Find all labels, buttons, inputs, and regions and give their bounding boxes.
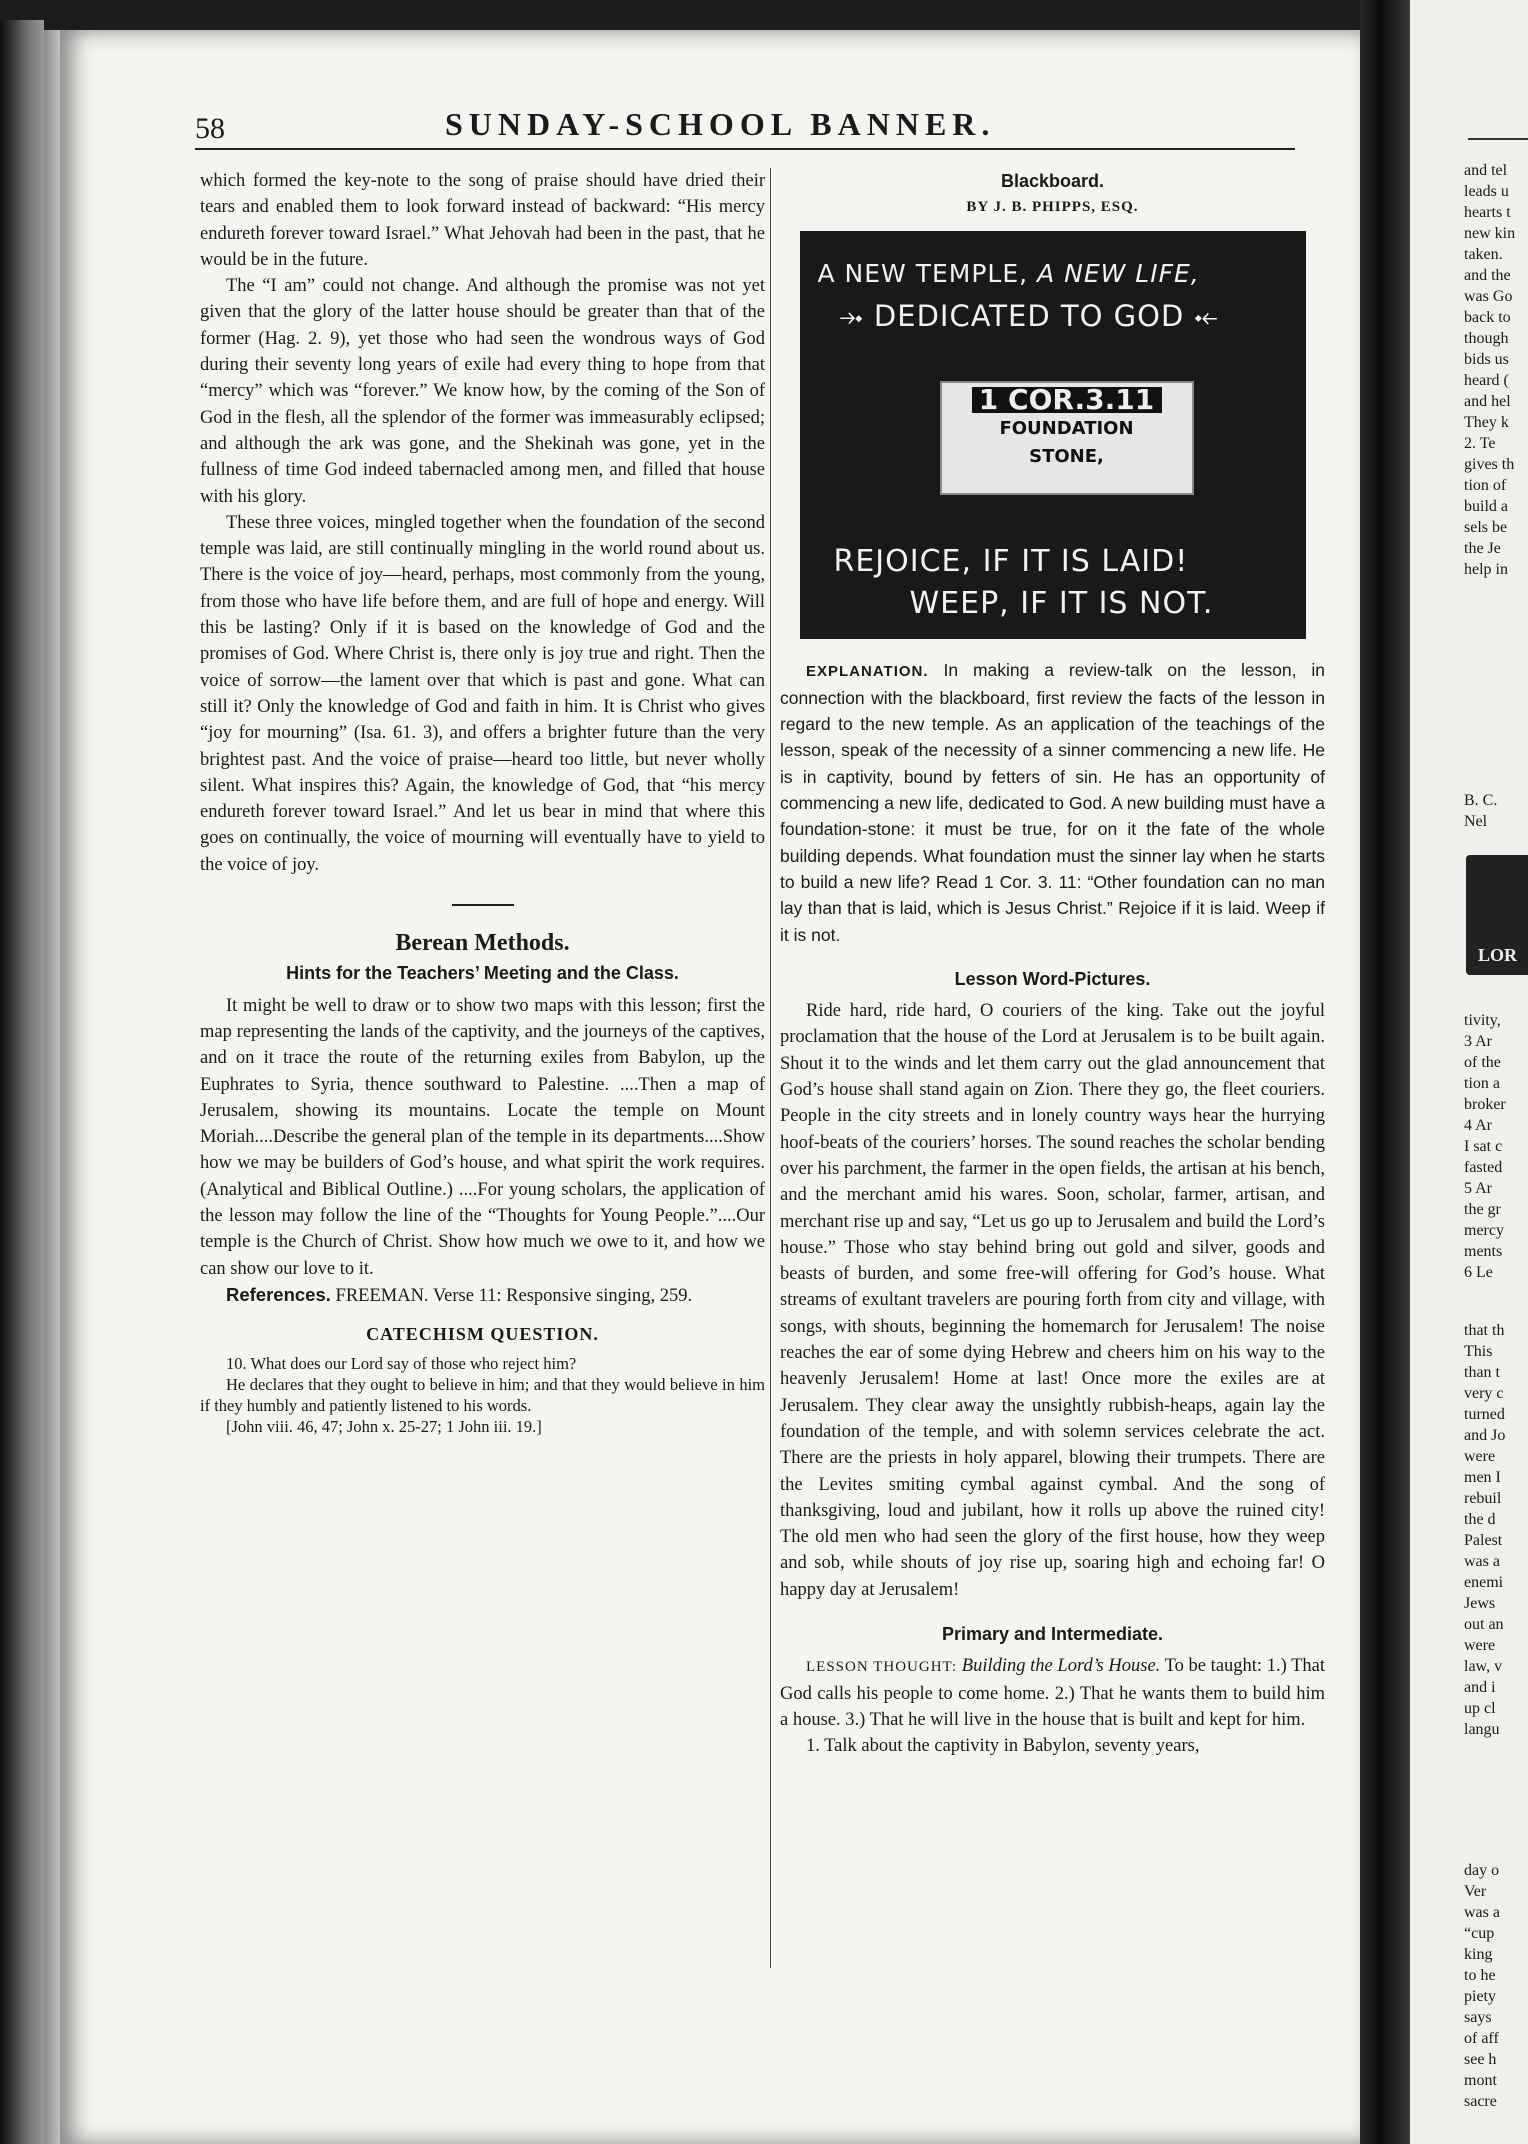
adjacent-text-fragment: very c — [1464, 1385, 1504, 1402]
blackboard-line-2-text: DEDICATED TO GOD — [873, 298, 1185, 333]
adjacent-image-label: LOR — [1478, 945, 1518, 965]
word-pictures-heading: Lesson Word-Pictures. — [954, 968, 1151, 989]
adjacent-page — [1410, 0, 1528, 2144]
blackboard-byline: BY J. B. PHIPPS, ESQ. — [966, 199, 1139, 216]
adjacent-text-fragment: and i — [1464, 1679, 1496, 1696]
adjacent-text-fragment: was Go — [1464, 288, 1513, 305]
adjacent-text-fragment: up cl — [1464, 1700, 1496, 1717]
stone-label-2: STONE, — [1029, 445, 1104, 467]
adjacent-text-fragment: They k — [1464, 414, 1509, 431]
berean-subheading: Hints for the Teachers’ Meeting and the Class. — [286, 963, 679, 984]
adjacent-header-rule — [1468, 138, 1528, 140]
explanation-label: EXPLANATION. — [806, 662, 929, 680]
paragraph: which formed the key-note to the song of praise should have dried their tears and enabled them to look forward instead of backward: “His mercy endureth forever toward Israel.” What Jehovah had been in the past, that he would be in the future. — [200, 171, 765, 270]
adjacent-text-fragment: Ver — [1464, 1883, 1487, 1900]
catechism-references: [John viii. 46, 47; John x. 25-27; 1 John iii. 19.] — [226, 1417, 542, 1437]
berean-methods-heading: Berean Methods. — [395, 930, 570, 957]
book-gutter — [1360, 0, 1410, 2144]
column-divider — [770, 168, 771, 1968]
adjacent-text-fragment: and hel — [1464, 393, 1511, 410]
adjacent-text-fragment: of aff — [1464, 2030, 1499, 2047]
adjacent-text-fragment: leads u — [1464, 183, 1509, 200]
references — [200, 1282, 765, 1309]
paragraph: The “I am” could not change. And although the promise was not yet given that the glory of the latter house should be greater than that of the former (Hag. 2. 9), yet those who had seen the wondrous ways of God during their seventy long years of exile had every thing to hope from that “mercy” which was “forever.” We know how, by the coming of the Son of God in the flesh, all the splendor of the former was immeasurably eclipsed; and although the ark was gone, and the Shekinah was gone, yet in the fullness of time God indeed tabernacled among men, and filled that house with his glory. — [200, 276, 765, 507]
adjacent-text-fragment: tivity, — [1464, 1012, 1501, 1029]
adjacent-text-fragment: the gr — [1464, 1201, 1501, 1218]
adjacent-text-fragment: This — [1464, 1343, 1493, 1360]
adjacent-text-fragment: taken. — [1464, 246, 1503, 263]
adjacent-text-fragment: was a — [1464, 1904, 1500, 1921]
adjacent-text-fragment: day o — [1464, 1862, 1500, 1879]
adjacent-text-fragment: sacre — [1464, 2093, 1497, 2110]
adjacent-text-fragment: see h — [1464, 2051, 1497, 2068]
berean-body: It might be well to draw or to show two maps with this lesson; first the map representing the lands of the captivity, and the journeys of the captives, and on it trace the route of the returning exiles from Babylon, up the Euphrates to Syria, thence southward to Palestine. ....Then a map of Jerusalem, showing its mountains. Locate the temple on Mount Moriah....Describe the general plan of the temple in its departments....Show how we may be builders of God’s house, and what spirit the work requires. (Analytical and Biblical Outline.) ....For young scholars, the application of the lesson may follow the line of the “Thoughts for Young People.”....Our temple is the Church of Christ. Show how much we owe to it, and how we can show our love to it. — [200, 995, 765, 1279]
lesson-thought-title: Building the Lord’s House. — [961, 1656, 1161, 1677]
references-text: FREEMAN. Verse 11: Responsive singing, 259. — [335, 1285, 693, 1306]
blackboard-line-1b: A NEW LIFE, — [1037, 258, 1200, 288]
left-column — [200, 168, 765, 1437]
lesson-thought-body: To be taught: 1.) That God calls his people to come home. 2.) That he wants them to build him a house. 3.) That he will live in the house that is built and kept for him. — [780, 1656, 1325, 1730]
adjacent-text-fragment: and tel — [1464, 162, 1508, 179]
paragraph: These three voices, mingled together when the foundation of the second temple was laid, are still continually mingling in the world round about us. There is the voice of joy—heard, perhaps, most commonly from the young, from those who have life before them, and are full of hope and energy. Will this be lasting? Only if it is based on the knowledge of God and the promises of God. Where Christ is, there only is joy true and right. Then the voice of sorrow—the lament over that which is past and gone. What can still it? Only the knowledge of God and faith in him. It is Christ who gives “joy for mourning” (Isa. 61. 3), and offers a brighter future than the very brightest past. And the voice of praise—heard too little, but never wholly silent. What inspires this? Again, the knowledge of God, that “his mercy endureth forever toward Israel.” And let us bear in mind that where this goes on continually, the voice of mourning will eventually have to yield to the voice of joy. — [200, 512, 765, 875]
blackboard-illustration — [800, 231, 1306, 639]
adjacent-text-fragment: I sat c — [1464, 1138, 1503, 1155]
adjacent-text-fragment: of the — [1464, 1054, 1501, 1071]
adjacent-text-fragment: tion of — [1464, 477, 1507, 494]
primary-heading: Primary and Intermediate. — [941, 1623, 1164, 1644]
catechism-answer: He declares that they ought to believe in him; and that they would believe in him if they humbly and patiently listened to his words. — [200, 1375, 765, 1416]
catechism-heading: CATECHISM QUESTION. — [366, 1324, 599, 1345]
adjacent-text-fragment: the d — [1464, 1511, 1496, 1528]
adjacent-text-fragment: out an — [1464, 1616, 1504, 1633]
adjacent-text-fragment: turned — [1464, 1406, 1505, 1423]
adjacent-text-fragment: and Jo — [1464, 1427, 1506, 1444]
adjacent-text-fragment: law, v — [1464, 1658, 1503, 1675]
book-binding — [0, 20, 44, 2144]
adjacent-text-fragment: build a — [1464, 498, 1508, 515]
blackboard-line-3: REJOICE, IF IT IS LAID! — [833, 543, 1189, 579]
adjacent-text-fragment: 4 Ar — [1464, 1117, 1492, 1134]
adjacent-text-fragment: back to — [1464, 309, 1511, 326]
adjacent-text-fragment: mont — [1464, 2072, 1497, 2089]
blackboard-line-2: ⤞ DEDICATED TO GOD ⤝ — [839, 298, 1219, 333]
blackboard-line-1 — [817, 258, 1200, 288]
adjacent-text-fragment: 3 Ar — [1464, 1033, 1492, 1050]
catechism-question: 10. What does our Lord say of those who reject him? — [226, 1354, 577, 1374]
adjacent-text-fragment: hearts t — [1464, 204, 1511, 221]
blackboard-line-4: WEEP, IF IT IS NOT. — [909, 585, 1214, 621]
adjacent-text-fragment: help in — [1464, 561, 1508, 578]
adjacent-text-fragment: mercy — [1464, 1222, 1504, 1239]
header-rule — [195, 148, 1295, 150]
adjacent-text-fragment: 2. Te — [1464, 435, 1496, 452]
blackboard-heading: Blackboard. — [1000, 171, 1105, 191]
word-pictures-body: Ride hard, ride hard, O couriers of the king. Take out the joyful proclamation that the house of the Lord at Jerusalem is to be built again. Shout it to the winds and let them carry out the glad announcement that God’s house shall stand again on Zion. There they go, the fleet couriers. People in the city streets and in lonely country ways hear the hurrying hoof-beats of the couriers’ horses. The sound reaches the scholar bending over his parchment, the farmer in the open fields, the artisan at his bench, and the merchant amid his wares. Soon, scholar, farmer, artisan, and merchant rise up and say, “Let us go up to Jerusalem and build the Lord’s house.” Those who stay behind bring out gold and silver, goods and beasts of burden, and some free-will offering for God’s house. What streams of exultant travelers are pouring forth from city and village, with songs, with shouts, beginning the homemarch for Jerusalem! The noise reaches the ear of some dying Hebrew and cheers him on his way to the heavenly Jerusalem! Home at last! Once more the exiles are at Jerusalem. They clear away the unsightly rubbish-heaps, again lay the foundation of the temple, and with solemn services celebrate the act. There are the priests in holy apparel, blowing their trumpets. There are the Levites smiting cymbal against cymbal. And the song of thanksgiving, loud and jubilant, how it rolls up above the ruined city! The old men who had seen the glory of the first house, how they weep and sob, while shouts of joy rise up, soaring high and echoing far! O happy day at Jerusalem! — [780, 1001, 1325, 1600]
adjacent-text-fragment: rebuil — [1464, 1490, 1502, 1507]
blackboard-line-1a: A NEW TEMPLE, — [817, 258, 1029, 288]
adjacent-text-fragment: bids us — [1464, 351, 1509, 368]
explanation-text: In making a review-talk on the lesson, in connection with the blackboard, first review the facts of the lesson in regard to the new temple. As an application of the teachings of the lesson, speak of the necessity of a sinner commencing a new life. He is in captivity, bound by fetters of sin. He has an opportunity of commencing a new life, dedicated to God. A new building must have a foundation-stone: it must be true, for on it the fate of the whole building depends. What foundation must the sinner lay when he starts to build a new life? Read 1 Cor. 3. 11: “Other foundation can no man lay than that is laid, which is Jesus Christ.” Rejoice if it is laid. Weep if it is not. — [780, 659, 1325, 945]
explanation — [780, 657, 1325, 948]
adjacent-text-fragment: than t — [1464, 1364, 1500, 1381]
stone-label-1: FOUNDATION — [999, 417, 1134, 439]
adjacent-text-fragment: that th — [1464, 1322, 1505, 1339]
page-header — [195, 100, 1290, 150]
adjacent-text-fragment: to he — [1464, 1967, 1496, 1984]
running-title: SUNDAY-SCHOOL BANNER. — [445, 106, 996, 142]
page-number: 58 — [195, 112, 225, 145]
adjacent-text-fragment: ments — [1464, 1243, 1503, 1260]
scripture-reference: 1 COR.3.11 — [972, 387, 1162, 413]
adjacent-text-fragment: was a — [1464, 1553, 1500, 1570]
right-column — [780, 168, 1325, 1759]
adjacent-text-fragment: were — [1464, 1448, 1496, 1465]
adjacent-text-fragment: says — [1464, 2009, 1492, 2026]
foundation-stone — [940, 381, 1194, 495]
adjacent-text-fragment: men I — [1464, 1469, 1501, 1486]
adjacent-text-fragment: Jews — [1464, 1595, 1496, 1612]
adjacent-text-fragment: piety — [1464, 1988, 1496, 2005]
adjacent-text-fragment: though — [1464, 330, 1509, 347]
adjacent-text-fragment: 5 Ar — [1464, 1180, 1492, 1197]
lesson-thought-label: LESSON THOUGHT: — [806, 1659, 958, 1676]
adjacent-text-fragment: gives th — [1464, 456, 1515, 473]
adjacent-text-fragment: enemi — [1464, 1574, 1504, 1591]
adjacent-text-fragment: were — [1464, 1637, 1496, 1654]
adjacent-text-fragment: Palest — [1464, 1532, 1503, 1549]
adjacent-text-fragment: king — [1464, 1946, 1493, 1963]
adjacent-text-fragment: “cup — [1464, 1925, 1495, 1942]
references-label: References. — [226, 1283, 331, 1305]
adjacent-text-fragment: B. C. — [1464, 792, 1498, 809]
adjacent-text-fragment: langu — [1464, 1721, 1500, 1738]
section-divider — [452, 904, 514, 906]
adjacent-text-fragment: the Je — [1464, 540, 1501, 557]
adjacent-text-fragment: new kin — [1464, 225, 1516, 242]
adjacent-text-fragment: 6 Le — [1464, 1264, 1493, 1281]
adjacent-text-fragment: heard ( — [1464, 372, 1509, 389]
adjacent-text-fragment: tion a — [1464, 1075, 1500, 1092]
adjacent-text-fragment: fasted — [1464, 1159, 1503, 1176]
adjacent-text-fragment: Nel — [1464, 813, 1488, 830]
lesson-item: 1. Talk about the captivity in Babylon, seventy years, — [806, 1736, 1200, 1757]
adjacent-text-fragment: sels be — [1464, 519, 1508, 536]
adjacent-text-fragment: broker — [1464, 1096, 1506, 1113]
lesson-thought — [780, 1653, 1325, 1733]
adjacent-text-fragment: and the — [1464, 267, 1511, 284]
adjacent-page-image — [1466, 855, 1528, 975]
